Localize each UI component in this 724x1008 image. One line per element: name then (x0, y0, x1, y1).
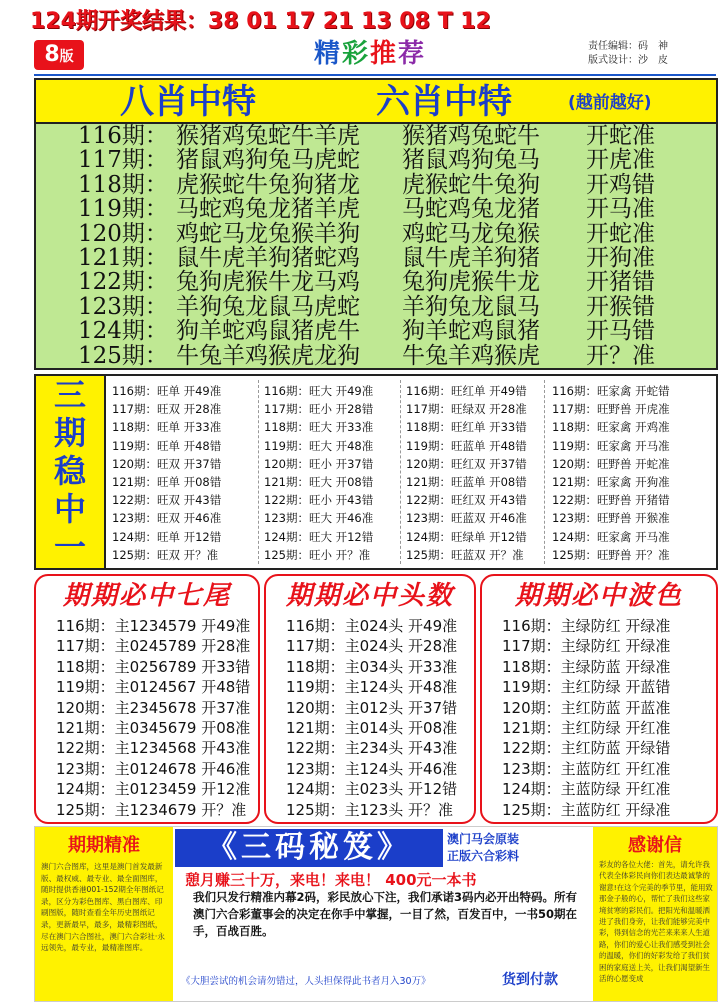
eight-pick: 鸡蛇马龙兔猴羊狗 (176, 220, 360, 247)
six-pick: 猪鼠鸡狗兔马 (402, 147, 540, 174)
list-item: 120期：旺小 开37错 (264, 456, 374, 471)
book-side-line: 澳门马会原装 (447, 832, 520, 846)
secret-book-ad (175, 827, 589, 1001)
side-title-char: 期 (53, 414, 86, 452)
list-item: 123期：主蓝防红 开红准 (502, 759, 671, 778)
book-description: 我们只发行精准内幕2码，彩民放心下注，我们承诺3码内必开出特码。所有澳门六合彩董事会的决定在你手中掌握，一目了然，百发百中，一书50期在手，百战百胜。 (193, 890, 577, 938)
wave-color-box (480, 574, 718, 824)
list-item: 123期：主124头 开46准 (286, 759, 458, 778)
editor-credits (588, 40, 708, 68)
list-item: 124期：主蓝防绿 开红准 (502, 780, 671, 799)
zodiac-pick-header (36, 80, 716, 124)
list-item: 117期：主024头 开28准 (286, 637, 458, 656)
draw-result-banner: 124期开奖结果：38 01 17 21 13 08 T 12 (30, 9, 491, 34)
zodiac-subtitle: (越前越好) (568, 93, 652, 113)
period: 120期： (78, 220, 168, 247)
list-item: 125期：旺小 开？准 (264, 547, 371, 562)
result: 开猴错 (586, 293, 655, 320)
period: 122期： (78, 269, 168, 296)
column-divider (258, 380, 259, 564)
letter-body: 彩友的各位大佬：首先，请允许我代表全体彩民向你们表达最诚挚的谢意!在这个完美的季节里，能用致那金子般的心，帮忙了我们这些家境贫寒的彩民们。把阳光和温暖洒进了我们身旁，让我们能够完美中彩，得到信念的光芒来来来人生道路，你们的爱心让我们感受到社会的温暖，你们的好彩发给了我们贫困的家庭送上关，让我们渴望新生活的心愿变成 (599, 860, 713, 984)
table-row (36, 173, 716, 197)
period: 121期： (78, 244, 168, 271)
six-pick: 牛兔羊鸡猴虎 (402, 342, 540, 369)
box-title: 期期必中波色 (514, 581, 683, 611)
list-item: 120期：主红防蓝 开蓝准 (502, 698, 671, 717)
eight-pick: 狗羊蛇鸡鼠猪虎牛 (176, 318, 360, 345)
list-item: 123期：旺蓝双 开46准 (406, 511, 527, 526)
list-item: 122期：旺野兽 开猪错 (552, 493, 670, 508)
big-small-column (264, 382, 414, 564)
list-item: 117期：主0245789 开28准 (56, 637, 251, 656)
list-item: 122期：主234头 开43准 (286, 739, 458, 758)
list-item: 121期：主0345679 开08准 (56, 718, 251, 737)
table-row (36, 319, 716, 343)
book-banner: 《三码秘笈》 (175, 829, 443, 867)
side-title-char: 一 (53, 528, 86, 566)
table-row (36, 222, 716, 246)
list-item: 117期：旺小 开28错 (264, 402, 374, 417)
table-row (36, 148, 716, 172)
eight-pick: 虎猴蛇牛兔狗猪龙 (176, 171, 360, 198)
list-item: 125期：主蓝防红 开绿准 (502, 800, 671, 819)
list-item: 116期：主024头 开49准 (286, 617, 458, 635)
list-item: 119期：旺家禽 开马准 (552, 438, 670, 453)
list-item: 122期：旺双 开43错 (112, 493, 222, 508)
list-item: 116期：旺红单 开49错 (406, 384, 527, 398)
list-item: 117期：旺绿双 开28准 (406, 402, 527, 417)
box-title: 期期必中头数 (285, 581, 454, 611)
list-item: 125期：旺野兽 开？准 (552, 547, 670, 562)
eight-pick: 猪鼠鸡狗兔马虎蛇 (176, 147, 360, 174)
list-item: 117期：主绿防红 开绿准 (502, 637, 671, 656)
cash-on-delivery-label: 货到付款 (502, 972, 558, 988)
six-pick: 鸡蛇马龙兔猴 (402, 220, 540, 247)
table-row (36, 124, 716, 148)
eight-pick: 兔狗虎猴牛龙马鸡 (176, 269, 360, 296)
list-item: 124期：旺绿单 开12错 (406, 529, 527, 544)
list-item: 122期：主1234568 开43准 (56, 739, 251, 758)
list-item: 116期：主绿防红 开绿准 (502, 617, 671, 635)
list-item: 120期：旺红双 开37错 (406, 456, 527, 471)
column-divider (544, 380, 545, 564)
list-item: 118期：旺红单 开33错 (406, 420, 527, 435)
eight-pick: 猴猪鸡兔蛇牛羊虎 (176, 123, 360, 149)
edition-label: 版 (59, 49, 74, 65)
book-note: 《大胆尝试的机会请勿错过，人头担保得此书者月入30万》 (181, 976, 431, 987)
side-title-char: 中 (53, 490, 86, 528)
list-item: 125期：主123头 开？准 (286, 800, 454, 819)
list-item: 120期：旺野兽 开蛇准 (552, 456, 670, 471)
accuracy-title: 期期精准 (68, 835, 140, 856)
designer-line: 版式设计：沙 皮 (588, 55, 668, 66)
result: 开？准 (586, 342, 655, 369)
zodiac-pick-section (34, 78, 718, 370)
page-title (250, 36, 490, 72)
book-side-text (447, 831, 589, 865)
list-item: 118期：旺单 开33准 (112, 420, 222, 435)
list-item: 121期：旺蓝单 开08错 (406, 474, 527, 489)
accuracy-body: 澳门六合图库，这里是澳门首发最新版、最权威、最专业、最全面图库，随时提供香港001-152期全年图纸记录，区分为彩色图库、黑白图库、印刷图版，随时查看全年历史图纸记录，更新最早，最多，最精彩图纸，尽在澳门六合图社，澳门六合彩社·永远领先，最专业，最精准图库。 (41, 862, 165, 953)
list-item: 123期：旺双 开46准 (112, 511, 222, 526)
result: 开狗准 (586, 244, 655, 271)
list-item: 116期：旺家禽 开蛇错 (552, 384, 670, 398)
list-item: 117期：旺野兽 开虎准 (552, 402, 670, 417)
list-item: 125期：旺蓝双 开？准 (406, 547, 524, 562)
head-number-box (264, 574, 476, 824)
table-row (36, 197, 716, 221)
table-row (36, 246, 716, 270)
six-pick: 猴猪鸡兔蛇牛 (402, 123, 540, 149)
result: 开马准 (586, 196, 655, 223)
result: 开鸡错 (586, 171, 655, 198)
list-item: 121期：旺单 开08错 (112, 474, 222, 489)
six-pick: 虎猴蛇牛兔狗 (402, 171, 540, 198)
six-pick: 羊狗兔龙鼠马 (402, 293, 540, 320)
list-item: 117期：旺双 开28准 (112, 402, 222, 417)
list-item: 119期：旺单 开48错 (112, 438, 222, 453)
six-pick: 兔狗虎猴牛龙 (402, 269, 540, 296)
title-char-1: 精 (313, 39, 342, 69)
list-item: 119期：主124头 开48准 (286, 678, 458, 697)
three-period-side-title (36, 376, 106, 568)
column-divider (400, 380, 401, 564)
edition-number: 8 (44, 42, 60, 67)
list-item: 120期：主012头 开37错 (286, 698, 458, 717)
list-item: 123期：旺野兽 开猴准 (552, 511, 670, 526)
list-item: 119期：主红防绿 开蓝错 (502, 678, 671, 697)
list-item: 118期：主绿防蓝 开绿准 (502, 657, 671, 676)
list-item: 121期：主014头 开08准 (286, 718, 458, 737)
list-item: 121期：旺家禽 开狗准 (552, 474, 670, 489)
color-odd-even-column (406, 382, 556, 564)
list-item: 120期：旺双 开37错 (112, 456, 222, 471)
list-item: 125期：旺双 开？准 (112, 547, 219, 562)
list-item: 116期：旺单 开49准 (112, 384, 222, 398)
six-pick: 马蛇鸡兔龙猪 (402, 196, 540, 223)
side-title-char: 稳 (53, 452, 86, 490)
accuracy-panel (35, 827, 173, 1001)
eight-pick: 马蛇鸡兔龙猪羊虎 (176, 196, 360, 223)
list-item: 119期：旺蓝单 开48错 (406, 438, 527, 453)
side-title-char: 三 (53, 376, 86, 414)
list-item: 118期：旺大 开33准 (264, 420, 374, 435)
six-zodiac-title: 六肖中特 (376, 82, 512, 122)
result: 开猪错 (586, 269, 655, 296)
editor-line: 责任编辑：码 神 (588, 41, 668, 52)
list-item: 124期：主0123459 开12准 (56, 780, 251, 799)
book-price-strip: 憩月赚三十万，来电！来电！ 400元一本书 (185, 871, 477, 889)
seven-tails-box (34, 574, 260, 824)
poultry-beast-column (552, 382, 702, 564)
table-row (36, 295, 716, 319)
list-item: 118期：主0256789 开33错 (56, 657, 251, 676)
result: 开蛇准 (586, 220, 655, 247)
list-item: 121期：旺大 开08错 (264, 474, 374, 489)
period: 124期： (78, 318, 168, 345)
list-item: 119期：旺大 开48准 (264, 438, 374, 453)
eight-pick: 牛兔羊鸡猴虎龙狗 (176, 342, 360, 369)
box-title: 期期必中七尾 (62, 581, 231, 611)
period: 117期： (78, 147, 168, 174)
list-item: 120期：主2345678 开37准 (56, 698, 251, 717)
three-period-section (34, 374, 718, 570)
bottom-advert-band (34, 826, 718, 1002)
period: 119期： (78, 196, 168, 223)
period: 118期： (78, 171, 168, 198)
thank-you-letter (593, 827, 717, 1001)
period: 123期： (78, 293, 168, 320)
list-item: 119期：主0124567 开48错 (56, 678, 251, 697)
odd-even-column (112, 382, 262, 564)
eight-pick: 鼠牛虎羊狗猪蛇鸡 (176, 244, 360, 271)
list-item: 121期：主红防绿 开红准 (502, 718, 671, 737)
title-char-2: 彩 (341, 39, 370, 69)
edition-badge (34, 40, 84, 70)
list-item: 122期：旺小 开43错 (264, 493, 374, 508)
result: 开蛇准 (586, 123, 655, 149)
list-item: 124期：旺大 开12错 (264, 529, 374, 544)
six-pick: 狗羊蛇鸡鼠猪 (402, 318, 540, 345)
result: 开虎准 (586, 147, 655, 174)
eight-zodiac-title: 八肖中特 (120, 82, 256, 122)
list-item: 123期：主0124678 开46准 (56, 759, 251, 778)
list-item: 123期：旺大 开46准 (264, 511, 374, 526)
list-item: 118期：主034头 开33准 (286, 657, 458, 676)
table-row (36, 270, 716, 294)
title-char-3: 推 (370, 39, 399, 69)
book-side-line: 正版六合彩料 (447, 849, 520, 863)
table-row (36, 344, 716, 368)
list-item: 116期：旺大 开49准 (264, 384, 374, 398)
six-pick: 鼠牛虎羊狗猪 (402, 244, 540, 271)
period: 125期： (78, 342, 168, 369)
list-item: 122期：主红防蓝 开绿错 (502, 739, 671, 758)
list-item: 125期：主1234679 开？准 (56, 800, 247, 819)
list-item: 122期：旺红双 开43错 (406, 493, 527, 508)
list-item: 124期：旺单 开12错 (112, 529, 222, 544)
list-item: 124期：旺家禽 开马准 (552, 529, 670, 544)
list-item: 116期：主1234579 开49准 (56, 617, 251, 635)
zodiac-pick-rows (36, 124, 716, 368)
eight-pick: 羊狗兔龙鼠马虎蛇 (176, 293, 360, 320)
letter-title: 感谢信 (628, 835, 682, 856)
title-char-4: 荐 (398, 39, 427, 69)
list-item: 118期：旺家禽 开鸡准 (552, 420, 670, 435)
result: 开马错 (586, 318, 655, 345)
period: 116期： (78, 123, 168, 149)
header-divider (34, 74, 716, 76)
list-item: 124期：主023头 开12错 (286, 780, 458, 799)
